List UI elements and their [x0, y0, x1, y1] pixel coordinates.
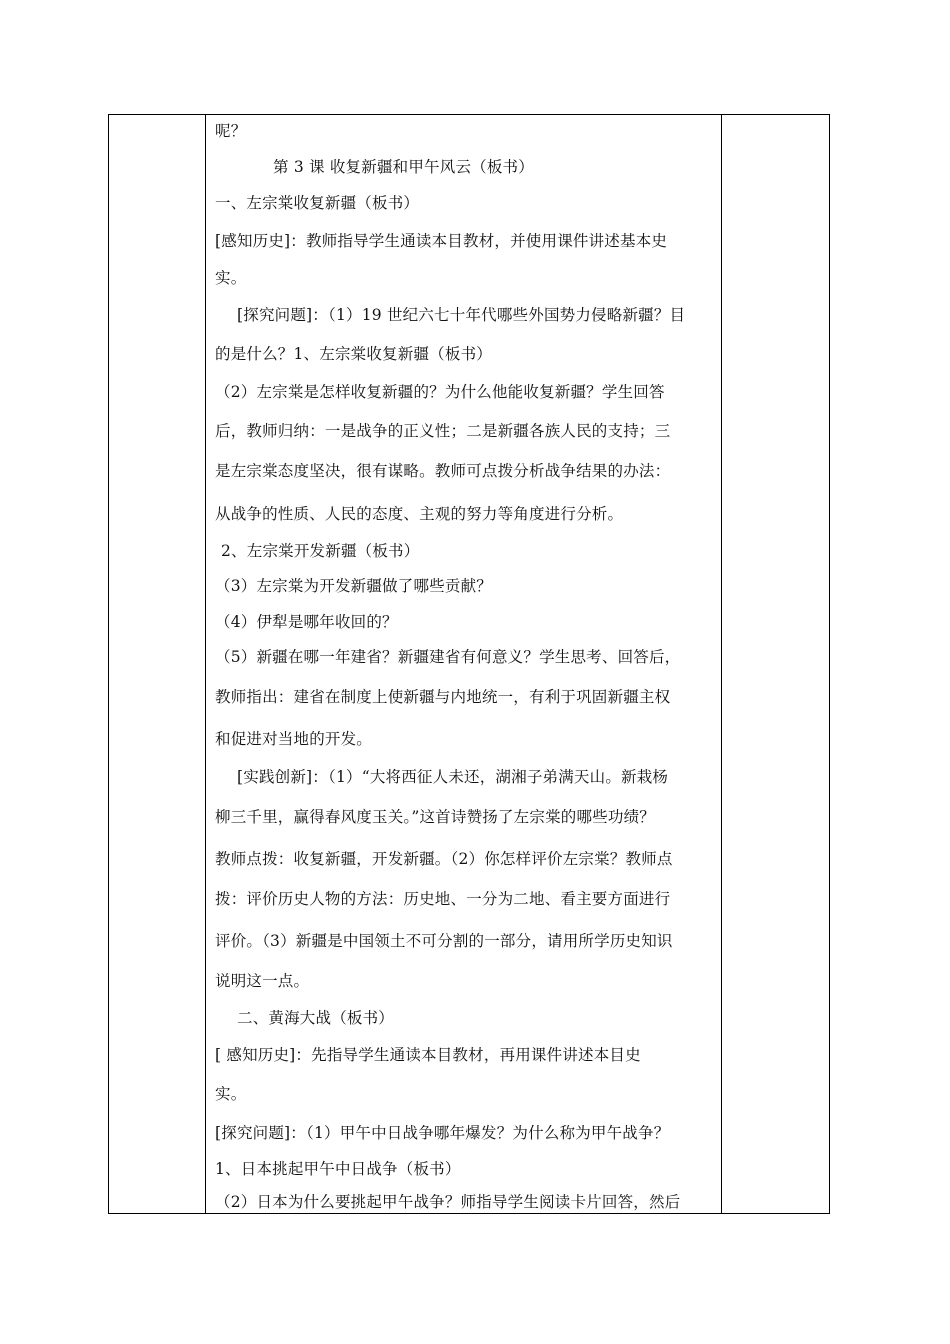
text-line: 和促进对当地的开发。	[215, 730, 373, 748]
text-line: （2）日本为什么要挑起甲午战争？师指导学生阅读卡片回答，然后	[215, 1193, 681, 1211]
text-line: [探究问题]：（1）甲午中日战争哪年爆发？为什么称为甲午战争？	[215, 1124, 670, 1142]
text-line: [实践创新]：（1）“大将西征人未还，湖湘子弟满天山。新栽杨	[237, 768, 669, 786]
text-line: （5）新疆在哪一年建省？新疆建省有何意义？学生思考、回答后，	[215, 648, 681, 666]
text-line: （2）左宗棠是怎样收复新疆的？为什么他能收复新疆？学生回答	[215, 383, 665, 401]
text-line: 评价。（3）新疆是中国领土不可分割的一部分，请用所学历史知识	[215, 932, 673, 950]
section-heading: 一、左宗棠收复新疆（板书）	[215, 194, 420, 212]
subsection-heading: 2、左宗棠开发新疆（板书）	[221, 542, 420, 560]
text-line: [感知历史]：教师指导学生通读本目教材，并使用课件讲述基本史	[215, 232, 668, 250]
text-line: 是左宗棠态度坚决，很有谋略。教师可点拨分析战争结果的办法：	[215, 462, 671, 480]
text-line: 教师点拨：收复新疆，开发新疆。（2）你怎样评价左宗棠？教师点	[215, 850, 673, 868]
text-line: [探究问题]：（1）19 世纪六七十年代哪些外国势力侵略新疆？目	[237, 306, 686, 324]
section-heading: 二、黄海大战（板书）	[237, 1009, 395, 1027]
text-line: 说明这一点。	[215, 972, 310, 990]
left-column-divider	[205, 115, 206, 1213]
text-line: 拨：评价历史人物的方法：历史地、一分为二地、看主要方面进行	[215, 890, 671, 908]
text-line: [ 感知历史]：先指导学生通读本目教材，再用课件讲述本目史	[215, 1046, 641, 1064]
text-line: 实。	[215, 269, 247, 287]
text-line: 呢？	[215, 122, 247, 140]
text-line: 的是什么？1、左宗棠收复新疆（板书）	[215, 345, 492, 363]
text-line: （4）伊犁是哪年收回的？	[215, 613, 398, 631]
text-line: （3）左宗棠为开发新疆做了哪些贡献？	[215, 577, 492, 595]
text-line: 实。	[215, 1085, 247, 1103]
lesson-table	[108, 114, 830, 1214]
text-line: 后，教师归纳：一是战争的正义性；二是新疆各族人民的支持；三	[215, 422, 671, 440]
subsection-heading: 1、日本挑起甲午中日战争（板书）	[215, 1160, 461, 1178]
lesson-title: 第 3 课 收复新疆和甲午风云（板书）	[273, 158, 534, 176]
text-line: 从战争的性质、人民的态度、主观的努力等角度进行分析。	[215, 505, 624, 523]
right-column-divider	[721, 115, 722, 1213]
text-line: 教师指出：建省在制度上使新疆与内地统一，有利于巩固新疆主权	[215, 688, 671, 706]
text-line: 柳三千里，赢得春风度玉关。”这首诗赞扬了左宗棠的哪些功绩？	[215, 808, 655, 826]
